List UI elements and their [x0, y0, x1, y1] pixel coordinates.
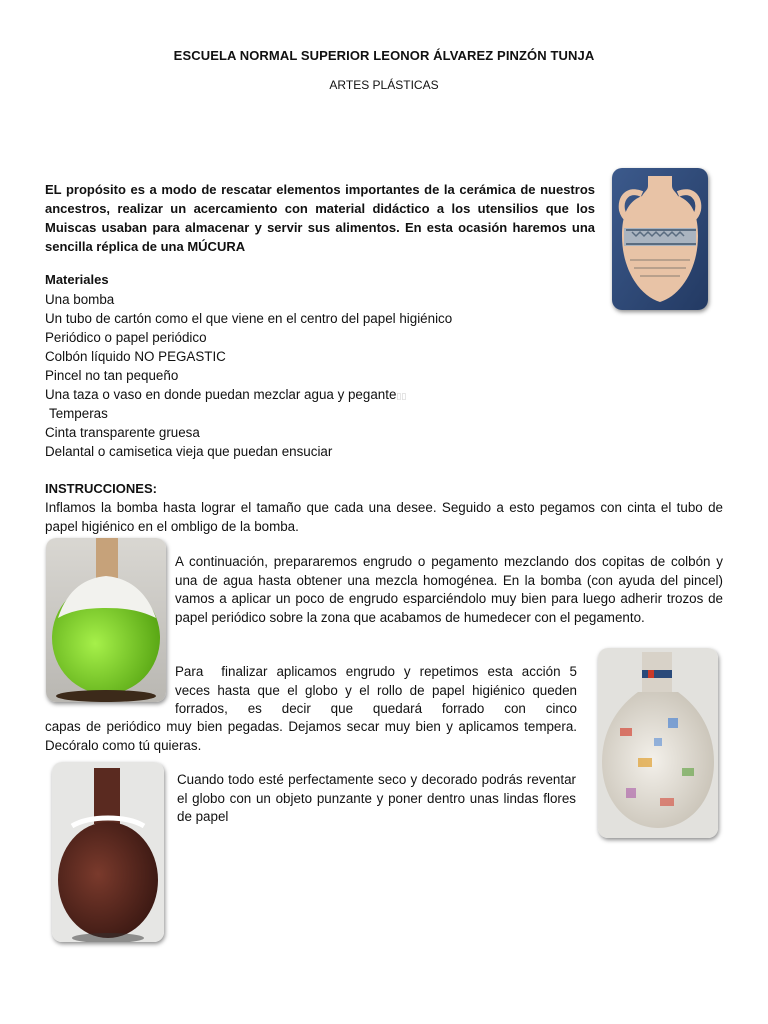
step-2-paragraph: A continuación, prepararemos engrudo o pegamento mezclando dos copitas de colbón y una de agua hasta obtener una mezcla homogénea. En la bomba (con ayuda del pincel) vamos a aplicar un poco de engrudo esparciéndolo muy bien para luego adherir trozos de papel periódico sobre la zona que acabamos de humedecer con el pegamento.	[175, 554, 723, 625]
list-item: Colbón líquido NO PEGASTIC	[45, 348, 226, 364]
list-item	[45, 386, 605, 406]
instructions-title: INSTRUCCIONES:	[45, 481, 157, 496]
step-4-paragraph: Cuando todo esté perfectamente seco y decorado podrás reventar el globo con un objeto punzante y poner dentro unas lindas flores de papel	[177, 772, 576, 824]
list-item: Pincel no tan pequeño	[45, 367, 179, 383]
step-3-text: finalizar aplicamos engrudo y repetimos esta acción 5 veces hasta que el globo y el rollo de papel higiénico queden forrados, es decir que quedará forrado con cinco	[175, 664, 577, 716]
step-3-paragraph	[175, 663, 577, 719]
list-item-text: Una taza o vaso en donde puedan mezclar agua y pegante	[45, 386, 397, 402]
balloon-photo	[46, 538, 166, 702]
list-item: Temperas	[49, 406, 108, 422]
school-name: ESCUELA NORMAL SUPERIOR LEONOR ÁLVAREZ PINZÓN TUNJA	[173, 48, 595, 63]
step-3-continuation: capas de periódico muy bien pegadas. Dejamos secar muy bien y aplicamos tempera. Decóralo como tú quieras.	[45, 719, 577, 753]
intro-paragraph: EL propósito es a modo de rescatar elementos importantes de la cerámica de nuestros ancestros, realizar un acercamiento con material didáctico a los utensilios que los Muiscas usaban para almacenar y servir sus alimentos. En esta ocasión haremos una sencilla réplica de una MÚCURA	[45, 182, 595, 254]
list-item: Delantal o camisetica vieja que puedan ensuciar	[45, 444, 333, 460]
glyph-artifact-icon: ▯▯	[396, 390, 407, 401]
list-item: Un tubo de cartón como el que viene en el centro del papel higiénico	[45, 310, 453, 326]
subject-title: ARTES PLÁSTICAS	[329, 78, 439, 92]
materials-title: Materiales	[45, 272, 109, 287]
instructions-intro: Inflamos la bomba hasta lograr el tamaño que cada una desee. Seguido a esto pegamos con cinta el tubo de papel higiénico en el ombligo de la bomba.	[45, 500, 723, 534]
list-item: Periódico o papel periódico	[45, 329, 207, 345]
list-item: Cinta transparente gruesa	[45, 425, 200, 441]
amphora-photo	[612, 168, 708, 310]
painted-mucura-photo	[52, 762, 164, 942]
decorated-mucura-photo	[598, 648, 718, 838]
step-3-word: Para	[175, 664, 204, 679]
materials-list	[45, 291, 605, 462]
list-item: Una bomba	[45, 292, 115, 307]
